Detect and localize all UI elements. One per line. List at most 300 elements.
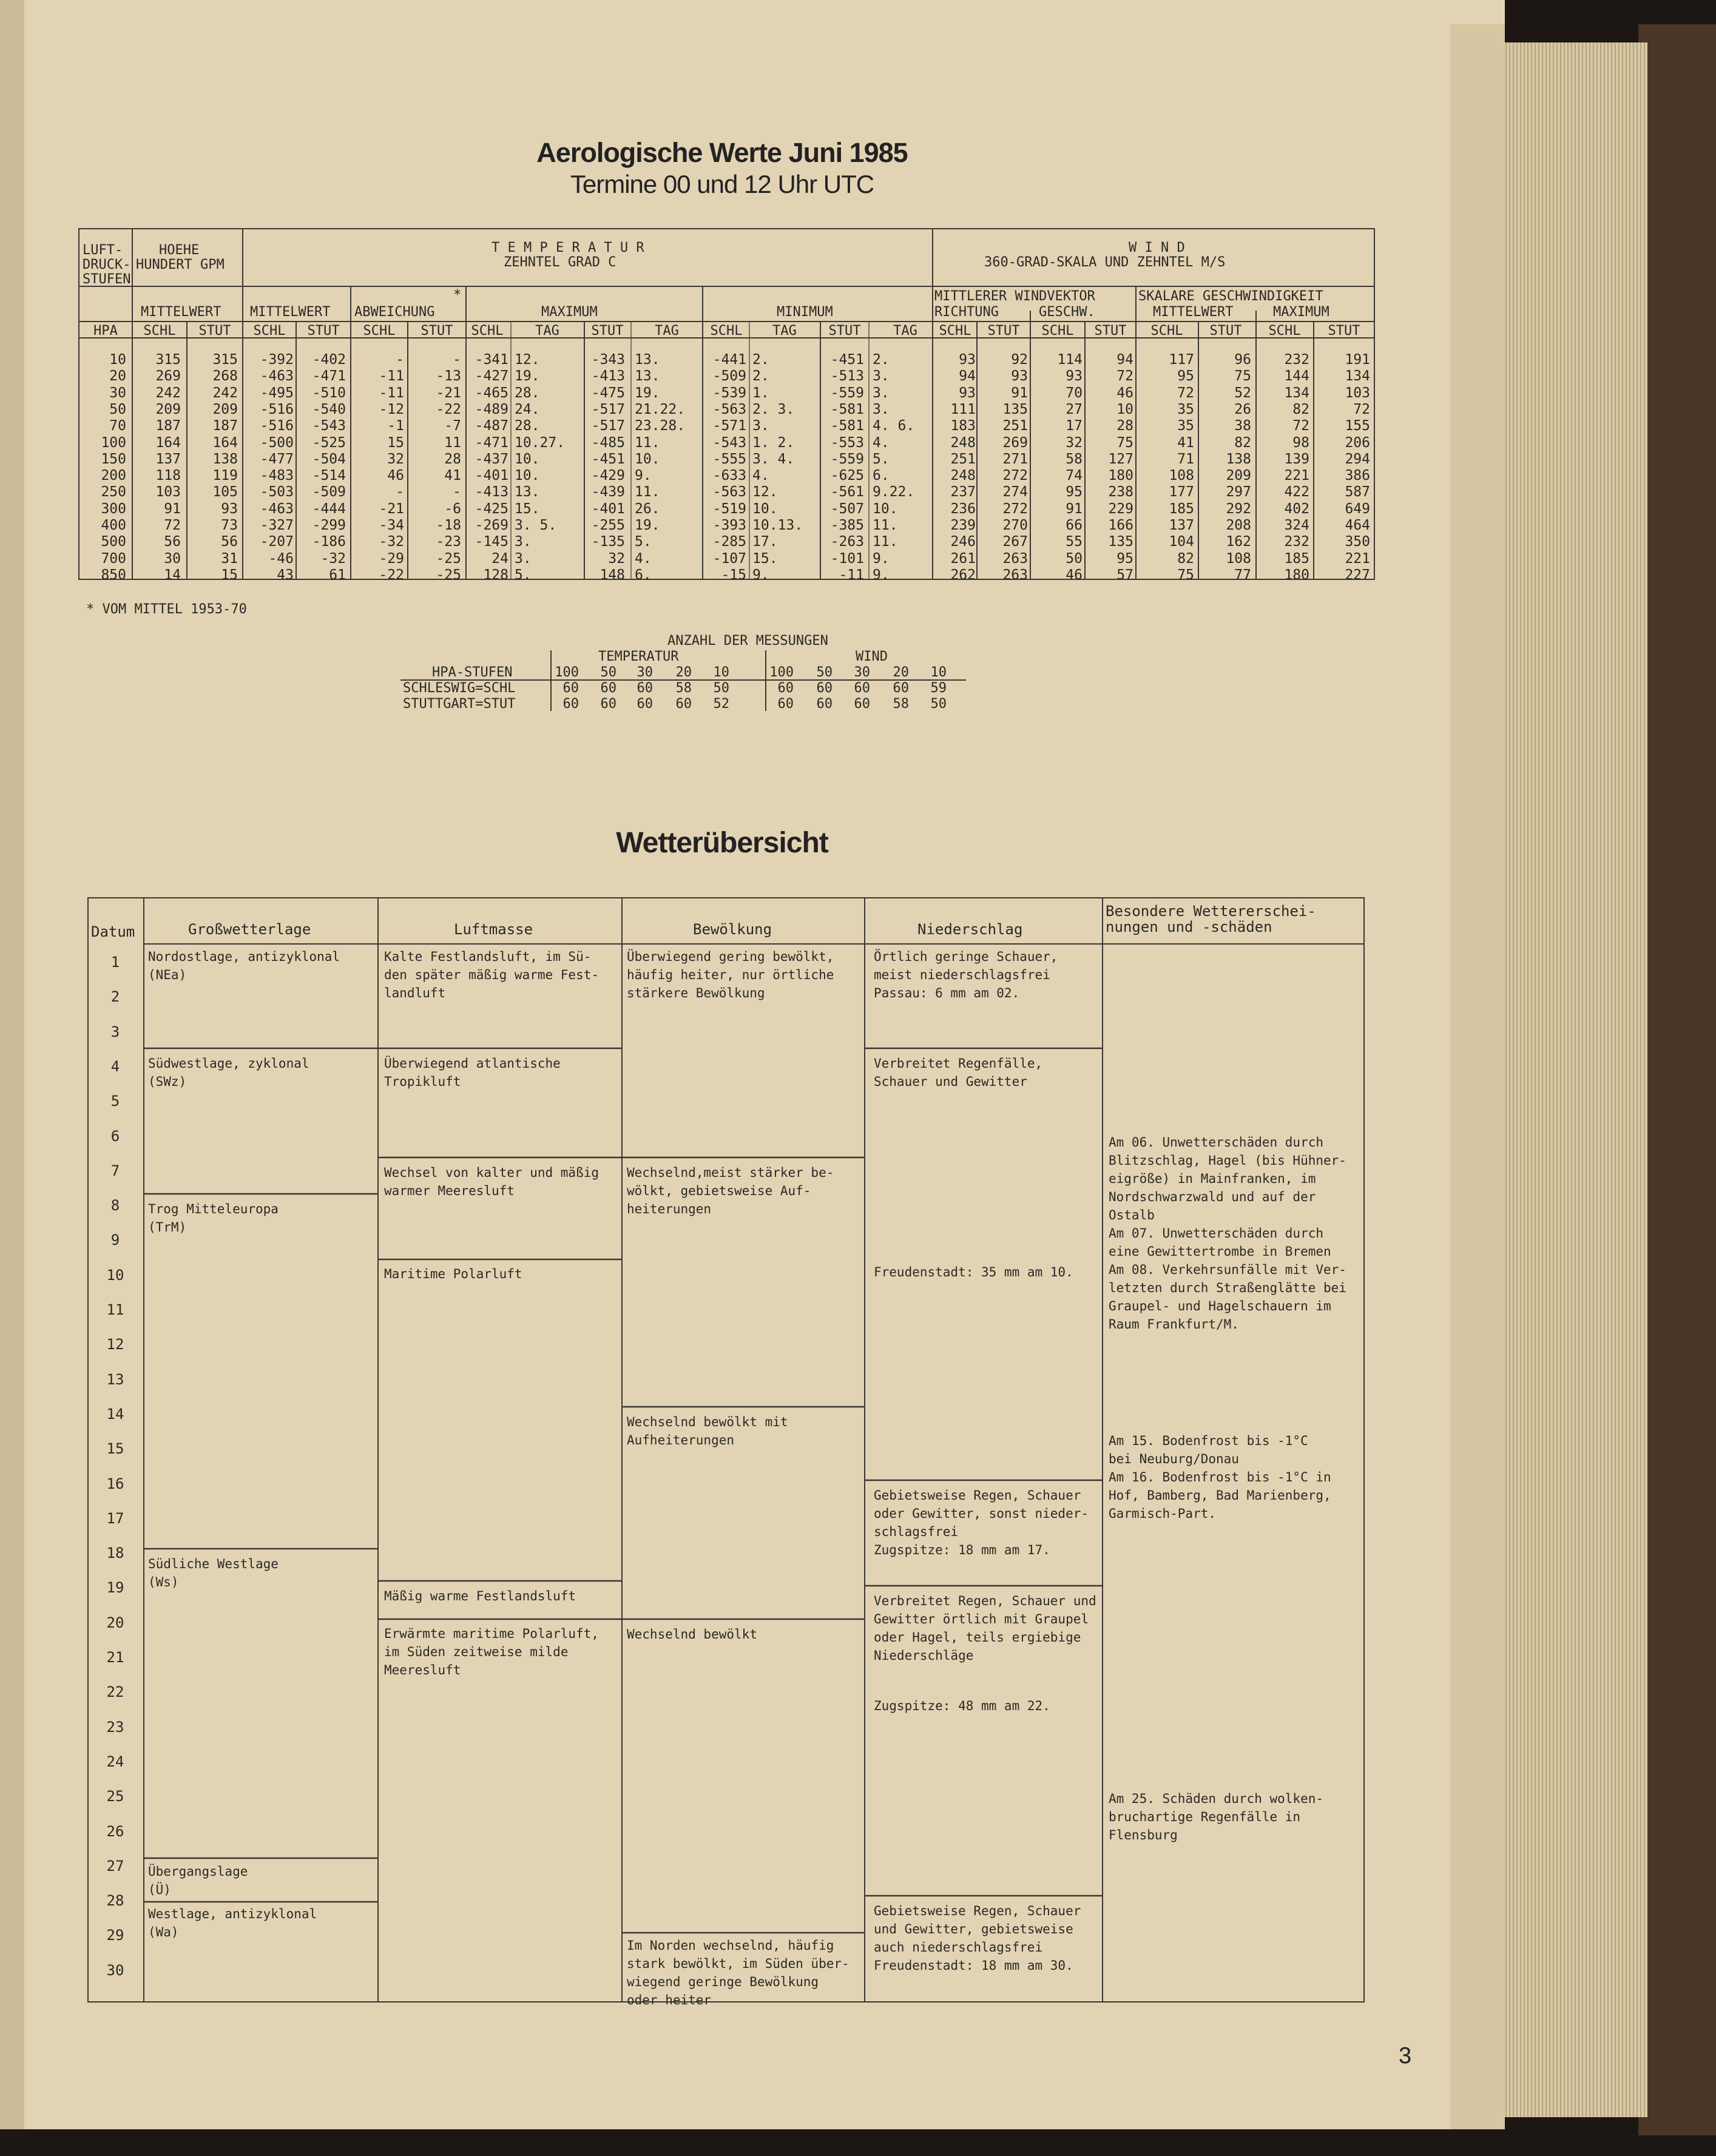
table-cell: 185 (1169, 500, 1194, 517)
table-cell: 9. (635, 468, 652, 484)
grosswetterlage-line: (SWz) (148, 1074, 187, 1089)
table-cell: 269 (1002, 434, 1028, 451)
table-cell: 56 (164, 534, 181, 550)
table-cell: -413 (591, 368, 625, 385)
table-cell: 242 (155, 385, 181, 401)
niederschlag-line: Niederschläge (874, 1648, 974, 1663)
table-cell: 20 (109, 368, 126, 385)
niederschlag-line: Freudenstadt: 18 mm am 30. (874, 1958, 1073, 1973)
niederschlag-line: auch niederschlagsfrei (874, 1940, 1043, 1955)
table-cell: -135 (591, 534, 625, 550)
table-cell: -401 (475, 468, 508, 484)
table-cell: 9. (873, 567, 890, 583)
day-number: 29 (106, 1927, 124, 1944)
header-bewoelkung: Bewölkung (693, 921, 772, 938)
luftmasse-line: Wechsel von kalter und mäßig (384, 1165, 600, 1180)
table-cell: 6. (635, 567, 652, 583)
count-cell: 50 (713, 681, 729, 696)
table-cell: 183 (950, 418, 976, 434)
count-cell: 60 (562, 696, 579, 712)
table-cell: 139 (1284, 451, 1309, 467)
table-cell: -503 (260, 484, 294, 500)
table-cell: 98 (1292, 434, 1309, 451)
grosswetterlage-line: (Ü) (148, 1882, 171, 1897)
table-cell: 2. (752, 368, 769, 385)
table-cell: 5. (635, 534, 652, 550)
table-cell: 2. (752, 352, 769, 368)
table-cell: 103 (1345, 385, 1370, 401)
day-number: 26 (106, 1822, 124, 1840)
table-cell: 41 (1177, 434, 1194, 451)
table-cell: 138 (1226, 451, 1251, 467)
table-cell: 26 (1234, 401, 1251, 417)
table-cell: -11 (379, 385, 404, 401)
header-luftdruck-3: STUFEN (83, 272, 131, 287)
table-cell: -385 (830, 517, 864, 533)
day-number: 16 (106, 1475, 124, 1492)
day-number: 10 (106, 1266, 124, 1284)
table-cell: 3. (873, 385, 890, 401)
table-cell: 21.22. (635, 401, 686, 417)
table-cell: 10. (873, 500, 898, 517)
table-cell: 272 (1002, 468, 1028, 484)
header-windvektor: MITTLERER WINDVEKTOR (934, 289, 1095, 304)
table-cell: 191 (1345, 352, 1370, 368)
day-number: 13 (106, 1370, 124, 1388)
table-cell: -263 (830, 534, 864, 550)
count-cell: 60 (816, 681, 833, 696)
table-cell: 91 (164, 500, 181, 517)
day-number: 3 (110, 1023, 120, 1040)
table-cell: 17 (1066, 418, 1083, 434)
table-cell: 221 (1345, 550, 1370, 567)
table-cell: 185 (1284, 550, 1309, 567)
bewoelkung-line: heiterungen (627, 1202, 712, 1216)
count-title: ANZAHL DER MESSUNGEN (667, 633, 828, 648)
table-cell: -186 (312, 534, 346, 550)
table-cell: 4. (635, 550, 652, 567)
table-cell: 315 (155, 352, 181, 368)
table-cell: -392 (260, 352, 294, 368)
table-cell: -439 (591, 484, 625, 500)
besondere-line: Graupel- und Hagelschauern im (1109, 1299, 1331, 1313)
niederschlag-line: schlagsfrei (874, 1524, 959, 1539)
niederschlag-line: Zugspitze: 48 mm am 22. (874, 1699, 1050, 1713)
weather-title: Wetterübersicht (616, 827, 828, 859)
table-cell: - (396, 352, 404, 368)
subheader-cell: STUT (307, 323, 340, 339)
table-cell: 221 (1284, 468, 1309, 484)
count-cell: 60 (816, 696, 833, 712)
table-cell: 93 (1011, 368, 1028, 385)
table-cell: 75 (1177, 567, 1194, 583)
table-cell: 464 (1345, 517, 1370, 533)
header-mittelwert-wind: MITTELWERT (1153, 305, 1234, 320)
bewoelkung-line: Aufheiterungen (627, 1433, 735, 1447)
table-cell: 324 (1284, 517, 1309, 533)
table-cell: 74 (1066, 468, 1083, 484)
subheader-cell: TAG (893, 323, 917, 339)
count-cell: 59 (930, 681, 947, 696)
table-cell: -402 (312, 352, 346, 368)
table-cell: 3. (752, 418, 769, 434)
grosswetterlage-line: (Ws) (148, 1575, 179, 1589)
count-hpa: 50 (816, 665, 833, 680)
table-cell: -269 (475, 517, 508, 533)
table-cell: 58 (1066, 451, 1083, 467)
table-cell: -581 (830, 418, 864, 434)
table-cell: 700 (101, 550, 126, 567)
table-cell: 3. (873, 368, 890, 385)
table-cell: 267 (1002, 534, 1028, 550)
table-cell: 209 (155, 401, 181, 417)
table-cell: -495 (260, 385, 294, 401)
table-cell: 134 (1284, 385, 1309, 401)
count-cell: 58 (893, 696, 909, 712)
table-cell: 27 (1066, 401, 1083, 417)
table-cell: -500 (260, 434, 294, 451)
table-cell: 28 (444, 451, 461, 467)
table-cell: 46 (1116, 385, 1133, 401)
table-cell: -25 (436, 550, 461, 567)
count-hpa: 20 (675, 665, 692, 680)
table-cell: 17. (752, 534, 778, 550)
header-besondere-2: nungen und -schäden (1106, 918, 1272, 935)
table-cell: 649 (1345, 500, 1370, 517)
table-cell: 148 (600, 567, 625, 583)
besondere-line: Flensburg (1109, 1828, 1178, 1842)
table-cell: -451 (830, 352, 864, 368)
table-cell: -517 (591, 401, 625, 417)
table-cell: 2. (873, 352, 890, 368)
header-datum: Datum (91, 923, 135, 940)
table-cell: 135 (1002, 401, 1028, 417)
day-number: 20 (106, 1614, 124, 1631)
table-cell: 13. (515, 484, 540, 500)
table-cell: -487 (475, 418, 508, 434)
count-cell: 60 (637, 681, 653, 696)
table-cell: -429 (591, 468, 625, 484)
table-cell: 72 (1353, 401, 1370, 417)
table-cell: 38 (1234, 418, 1251, 434)
table-cell: -559 (830, 385, 864, 401)
header-geschw: GESCHW. (1039, 305, 1095, 320)
bewoelkung-line: Wechselnd bewölkt mit (627, 1415, 788, 1429)
table-cell: -509 (312, 484, 346, 500)
table-cell: 3. 5. (515, 517, 557, 533)
count-cell: 60 (777, 681, 794, 696)
table-cell: -207 (260, 534, 294, 550)
subheader-cell: TAG (772, 323, 797, 339)
besondere-line: Am 16. Bodenfrost bis -1°C in (1109, 1470, 1331, 1484)
day-number: 12 (106, 1336, 124, 1353)
table-cell: 402 (1284, 500, 1309, 517)
table-cell: 162 (1226, 534, 1251, 550)
besondere-line: Nordschwarzwald und auf der (1109, 1190, 1316, 1204)
table-cell: 292 (1226, 500, 1251, 517)
table-cell: 350 (1345, 534, 1370, 550)
table-cell: 268 (212, 368, 238, 385)
bewoelkung-line: Wechselnd,meist stärker be- (627, 1165, 834, 1180)
besondere-line: Hof, Bamberg, Bad Marienberg, (1109, 1488, 1331, 1503)
table-cell: 41 (444, 468, 461, 484)
table-cell: 137 (1169, 517, 1194, 533)
day-number: 15 (106, 1440, 124, 1458)
table-cell: 232 (1284, 534, 1309, 550)
table-cell: -32 (379, 534, 404, 550)
table-cell: 11. (635, 434, 660, 451)
count-hpa: 10 (713, 665, 729, 680)
niederschlag-line: Zugspitze: 18 mm am 17. (874, 1543, 1050, 1557)
besondere-line: eine Gewittertrombe in Bremen (1109, 1244, 1331, 1259)
header-mittelwert-hoehe: MITTELWERT (141, 305, 221, 320)
table-cell: -553 (830, 434, 864, 451)
table-cell: -427 (475, 368, 508, 385)
table-cell: -13 (436, 368, 461, 385)
table-cell: -34 (379, 517, 404, 533)
besondere-line: Am 06. Unwetterschäden durch (1109, 1135, 1324, 1150)
day-number: 11 (106, 1301, 124, 1318)
table-cell: 386 (1345, 468, 1370, 484)
grosswetterlage-line: Nordostlage, antizyklonal (148, 949, 340, 964)
table-cell: 11 (444, 434, 461, 451)
table-cell: -11 (379, 368, 404, 385)
table-cell: 271 (1002, 451, 1028, 467)
table-cell: -101 (830, 550, 864, 567)
table-cell: 75 (1116, 434, 1133, 451)
table-cell: 35 (1177, 418, 1194, 434)
table-cell: 232 (1284, 352, 1309, 368)
table-cell: 236 (950, 500, 976, 517)
bewoelkung-line: oder heiter (627, 1993, 712, 2007)
table-cell: 32 (1066, 434, 1083, 451)
table-cell: 95 (1177, 368, 1194, 385)
header-temp-unit: ZEHNTEL GRAD C (504, 255, 616, 270)
count-row-label: STUTTGART=STUT (403, 696, 516, 712)
table-cell: 31 (221, 550, 238, 567)
table-cell: 208 (1226, 517, 1251, 533)
table-cell: 28 (1116, 418, 1133, 434)
count-cell: 60 (675, 696, 692, 712)
table-cell: -477 (260, 451, 294, 467)
table-cell: 209 (212, 401, 238, 417)
table-cell: 46 (387, 468, 404, 484)
table-cell: 261 (950, 550, 976, 567)
count-cell: 60 (637, 696, 653, 712)
subheader-cell: SCHL (710, 323, 743, 339)
niederschlag-line: Verbreitet Regen, Schauer und (874, 1594, 1096, 1608)
count-hpa: 100 (555, 665, 579, 680)
table-cell: -285 (712, 534, 746, 550)
table-cell: 9.22. (873, 484, 915, 500)
table-cell: -18 (436, 517, 461, 533)
besondere-line: Am 25. Schäden durch wolken- (1109, 1791, 1324, 1806)
table-cell: -21 (379, 500, 404, 517)
count-wind: WIND (856, 649, 888, 664)
day-number: 21 (106, 1649, 124, 1666)
day-number: 1 (110, 954, 120, 971)
niederschlag-line: meist niederschlagsfrei (874, 968, 1050, 982)
table-cell: -463 (260, 500, 294, 517)
count-hpa: 50 (600, 665, 616, 680)
table-cell: 12. (752, 484, 778, 500)
table-cell: 50 (1066, 550, 1083, 567)
subheader-cell: STUT (198, 323, 231, 339)
table-cell: 73 (221, 517, 238, 533)
page-number: 3 (1399, 2043, 1412, 2069)
day-number: 22 (106, 1683, 124, 1701)
table-cell: 82 (1292, 401, 1309, 417)
table-cell: 93 (1066, 368, 1083, 385)
table-cell: 262 (950, 567, 976, 583)
table-cell: 32 (387, 451, 404, 467)
table-cell: 92 (1011, 352, 1028, 368)
day-number: 6 (110, 1127, 120, 1145)
subheader-cell: STUT (1328, 323, 1360, 339)
table-cell: -437 (475, 451, 508, 467)
table-cell: 137 (155, 451, 181, 467)
table-cell: 9. (873, 550, 890, 567)
table-cell: 14 (164, 567, 181, 583)
count-cell: 52 (713, 696, 729, 712)
table-cell: 108 (1226, 550, 1251, 567)
table-cell: 35 (1177, 401, 1194, 417)
table-cell: 61 (329, 567, 346, 583)
day-number: 7 (110, 1162, 120, 1179)
table-cell: -401 (591, 500, 625, 517)
bewoelkung-line: stark bewölkt, im Süden über- (627, 1956, 850, 1971)
count-hpa: 20 (893, 665, 909, 680)
table-cell: 850 (101, 567, 126, 583)
table-cell: 24 (491, 550, 508, 567)
day-number: 4 (110, 1057, 120, 1075)
besondere-line: Am 07. Unwetterschäden durch (1109, 1226, 1324, 1241)
header-richtung: RICHTUNG (934, 305, 999, 320)
besondere-line: letzten durch Straßenglätte bei (1109, 1281, 1346, 1295)
table-cell: -255 (591, 517, 625, 533)
table-cell: -22 (379, 567, 404, 583)
table-cell: 5. (515, 567, 532, 583)
table-cell: -475 (591, 385, 625, 401)
bewoelkung-line: stärkere Bewölkung (627, 986, 765, 1000)
table-cell: 19. (515, 368, 540, 385)
table-cell: -471 (312, 368, 346, 385)
table-cell: 105 (212, 484, 238, 500)
count-cell: 60 (854, 681, 870, 696)
table-cell: 269 (155, 368, 181, 385)
table-cell: 200 (101, 468, 126, 484)
header-star: * (453, 288, 462, 303)
table-cell: 43 (277, 567, 294, 583)
luftmasse-line: im Süden zeitweise milde (384, 1645, 569, 1659)
table-cell: -21 (436, 385, 461, 401)
count-temperatur: TEMPERATUR (598, 649, 679, 664)
day-number: 2 (110, 988, 120, 1006)
table-cell: -516 (260, 418, 294, 434)
bewoelkung-line: Überwiegend gering bewölkt, (627, 949, 834, 964)
niederschlag-line: und Gewitter, gebietsweise (874, 1922, 1073, 1936)
table-cell: 227 (1345, 567, 1370, 583)
table-cell: -555 (712, 451, 746, 467)
table-cell: -23 (436, 534, 461, 550)
count-cell: 60 (562, 681, 579, 696)
table-cell: 6. (873, 468, 890, 484)
count-hpa: 10 (930, 665, 947, 680)
table-cell: 187 (212, 418, 238, 434)
count-cell: 60 (777, 696, 794, 712)
table-cell: 30 (109, 385, 126, 401)
table-cell: 4. (873, 434, 890, 451)
luftmasse-line: warmer Meeresluft (384, 1184, 515, 1198)
count-cell: 58 (675, 681, 692, 696)
table-cell: 12. (515, 352, 540, 368)
table-cell: - (453, 352, 461, 368)
subheader-cell: SCHL (939, 323, 971, 339)
subheader-cell: STUT (1094, 323, 1127, 339)
grosswetterlage-line: Südliche Westlage (148, 1557, 279, 1571)
table-cell: -7 (444, 418, 461, 434)
table-cell: 237 (950, 484, 976, 500)
table-cell: 209 (1226, 468, 1251, 484)
besondere-line: Ostalb (1109, 1208, 1155, 1222)
bewoelkung-line: Wechselnd bewölkt (627, 1627, 757, 1642)
table-cell: 94 (959, 368, 976, 385)
luftmasse-line: landluft (384, 986, 446, 1000)
header-temperatur: T E M P E R A T U R (491, 240, 644, 255)
subheader-cell: SCHL (1268, 323, 1301, 339)
grosswetterlage-line: (TrM) (148, 1220, 187, 1235)
table-cell: -513 (830, 368, 864, 385)
table-cell: -343 (591, 352, 625, 368)
table-cell: -509 (712, 368, 746, 385)
table-cell: -15 (721, 567, 746, 583)
table-cell: 3. (515, 550, 532, 567)
count-hpa-label: HPA-STUFEN (432, 665, 513, 680)
table-cell: -483 (260, 468, 294, 484)
table-cell: -516 (260, 401, 294, 417)
table-cell: 10.27. (515, 434, 566, 451)
table-cell: 164 (212, 434, 238, 451)
table-cell: 4. (752, 468, 769, 484)
table-cell: -6 (444, 500, 461, 517)
day-number: 25 (106, 1788, 124, 1805)
table-cell: 166 (1108, 517, 1133, 533)
bewoelkung-line: häufig heiter, nur örtliche (627, 968, 834, 982)
table-cell: 100 (101, 434, 126, 451)
header-luftdruck-1: LUFT- (83, 243, 123, 258)
grosswetterlage-line: Übergangslage (148, 1864, 248, 1879)
table-cell: 422 (1284, 484, 1309, 500)
table-cell: 11. (873, 534, 898, 550)
header-maximum: MAXIMUM (541, 305, 598, 320)
table-cell: - (396, 484, 404, 500)
table-cell: 15 (387, 434, 404, 451)
table-cell: 77 (1234, 567, 1251, 583)
table-cell: 500 (101, 534, 126, 550)
subheader-cell: HPA (93, 323, 118, 339)
header-minimum: MINIMUM (777, 305, 833, 320)
table-cell: -327 (260, 517, 294, 533)
header-wind: W I N D (1129, 240, 1185, 255)
table-cell: -559 (830, 451, 864, 467)
table-cell: 75 (1234, 368, 1251, 385)
table-cell: -46 (268, 550, 294, 567)
table-cell: 251 (950, 451, 976, 467)
table-cell: -425 (475, 500, 508, 517)
table-cell: 155 (1345, 418, 1370, 434)
table-cell: 94 (1116, 352, 1133, 368)
day-number: 23 (106, 1718, 124, 1736)
